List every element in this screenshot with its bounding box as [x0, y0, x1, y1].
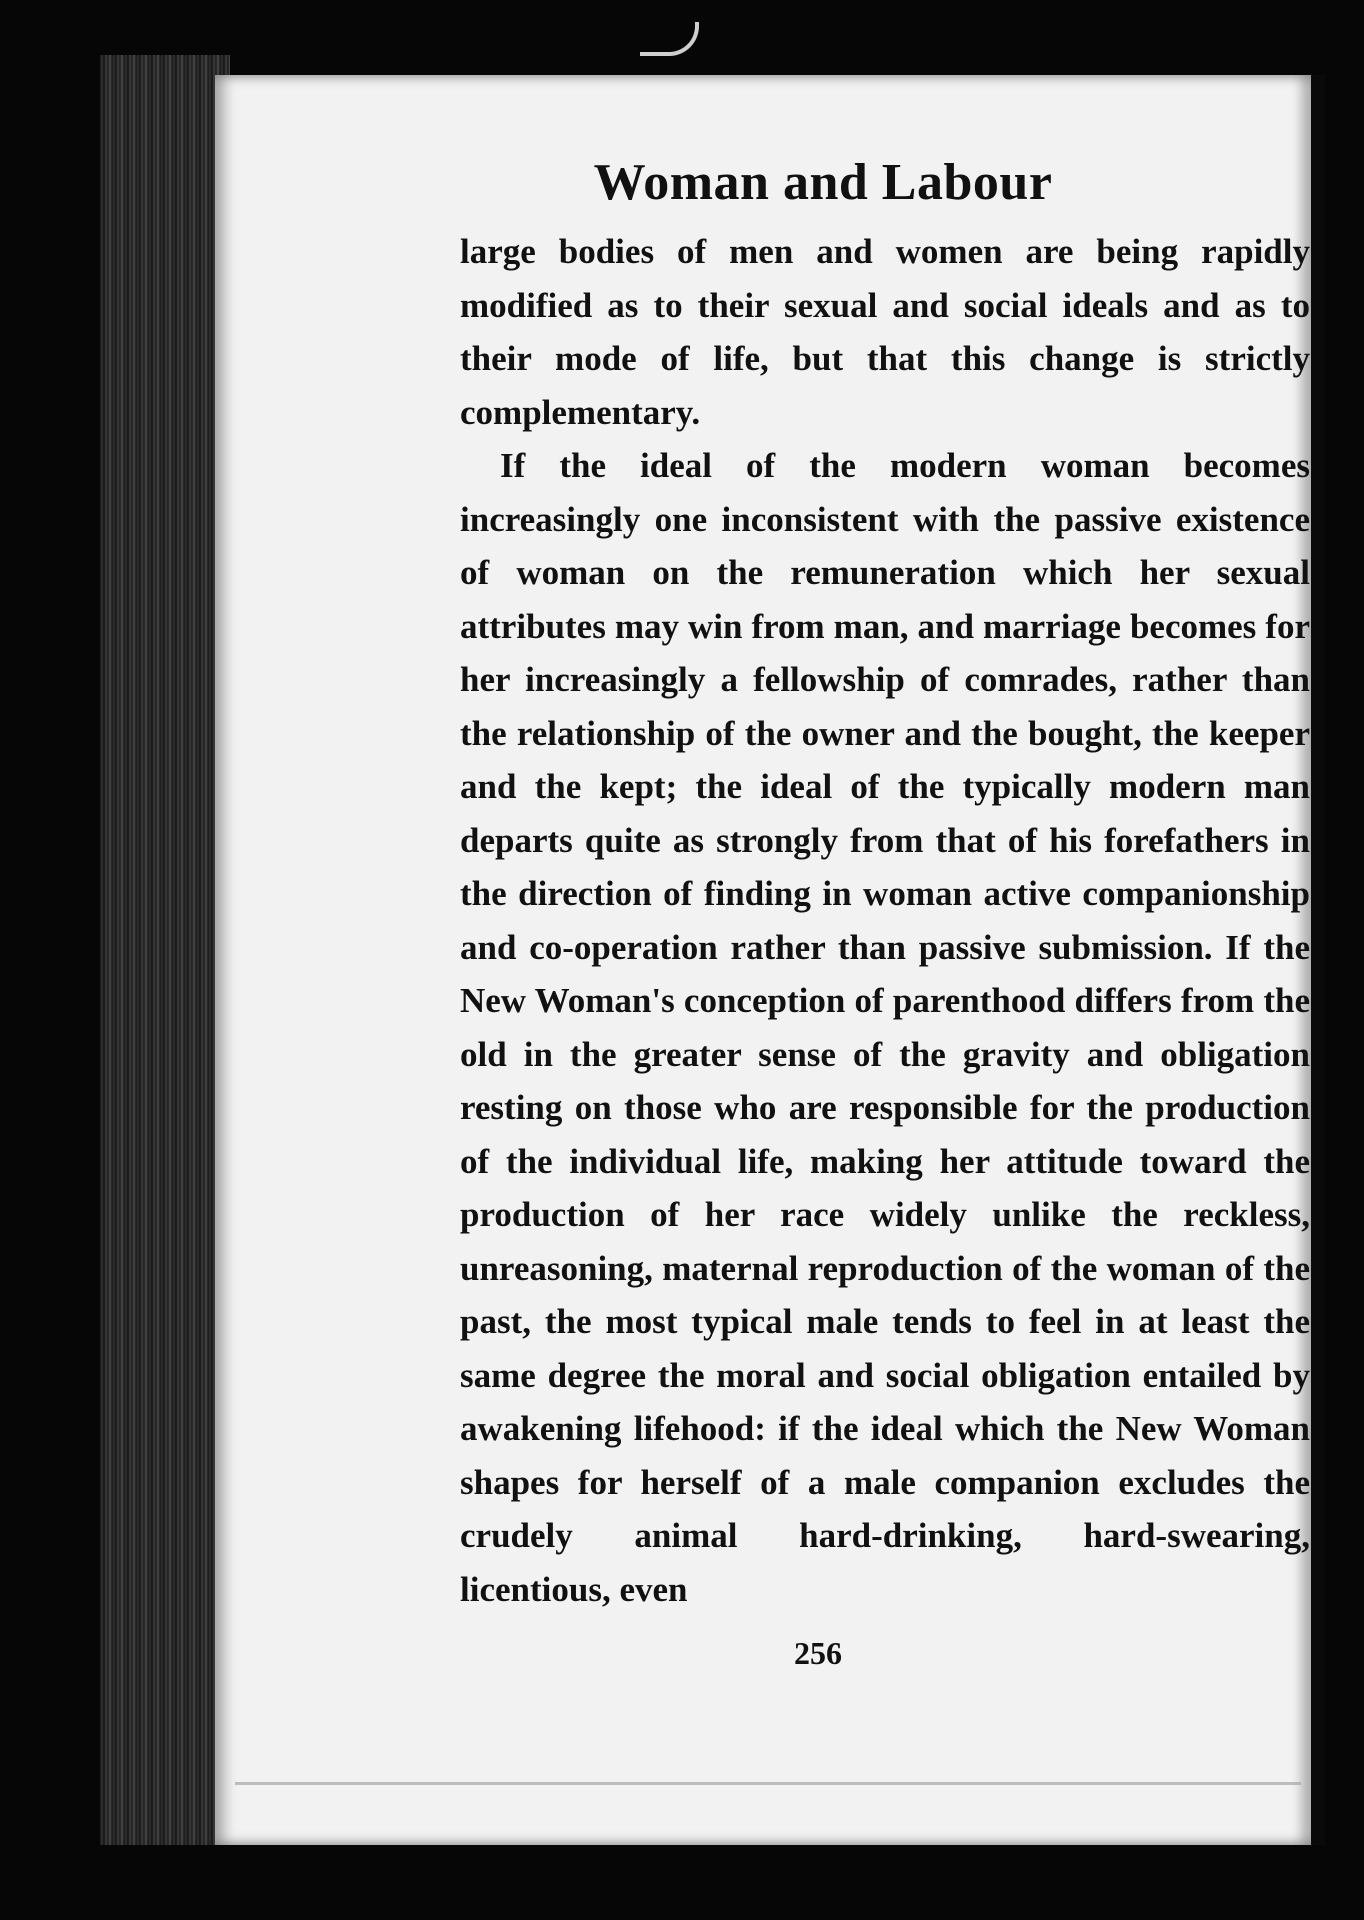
book-page [215, 75, 1325, 1845]
page-bottom-edge [235, 1782, 1301, 1785]
page-number: 256 [794, 1635, 842, 1671]
paragraph-2: If the ideal of the modern woman becomes increasingly one inconsistent with the passive existence of woman on the remuneration which her sexual attributes may win from man, and marriage becomes for her increasingly a fellowship of comrades, rather than the relationship of the owner and the bought, the keeper and the kept; the ideal of the typically modern man departs quite as strongly from that of his forefathers in the direction of finding in woman active companionship and co-operation rather than passive submission. If the New Woman's conception of parenthood differs from the old in the greater sense of the gravity and obligation resting on those who are responsible for the production of the individual life, making her attitude toward the production of her race widely unlike the reckless, unreasoning, maternal reproduction of the woman of the past, the most typical male tends to feel in at least the same degree the moral and social obligation entailed by awakening lifehood: if the ideal which the New Woman shapes for herself of a male companion excludes the crudely animal hard-drinking, hard-swearing, licentious, even [460, 446, 1310, 1609]
running-head: Woman and Labour [593, 154, 1053, 211]
book-page-edges [100, 55, 230, 1845]
paragraph-1: large bodies of men and women are being rapidly modified as to their sexual and social ideals and as to their mode of life, but that this change is strictly complementary. [460, 232, 1310, 432]
body-text [460, 225, 1310, 1616]
